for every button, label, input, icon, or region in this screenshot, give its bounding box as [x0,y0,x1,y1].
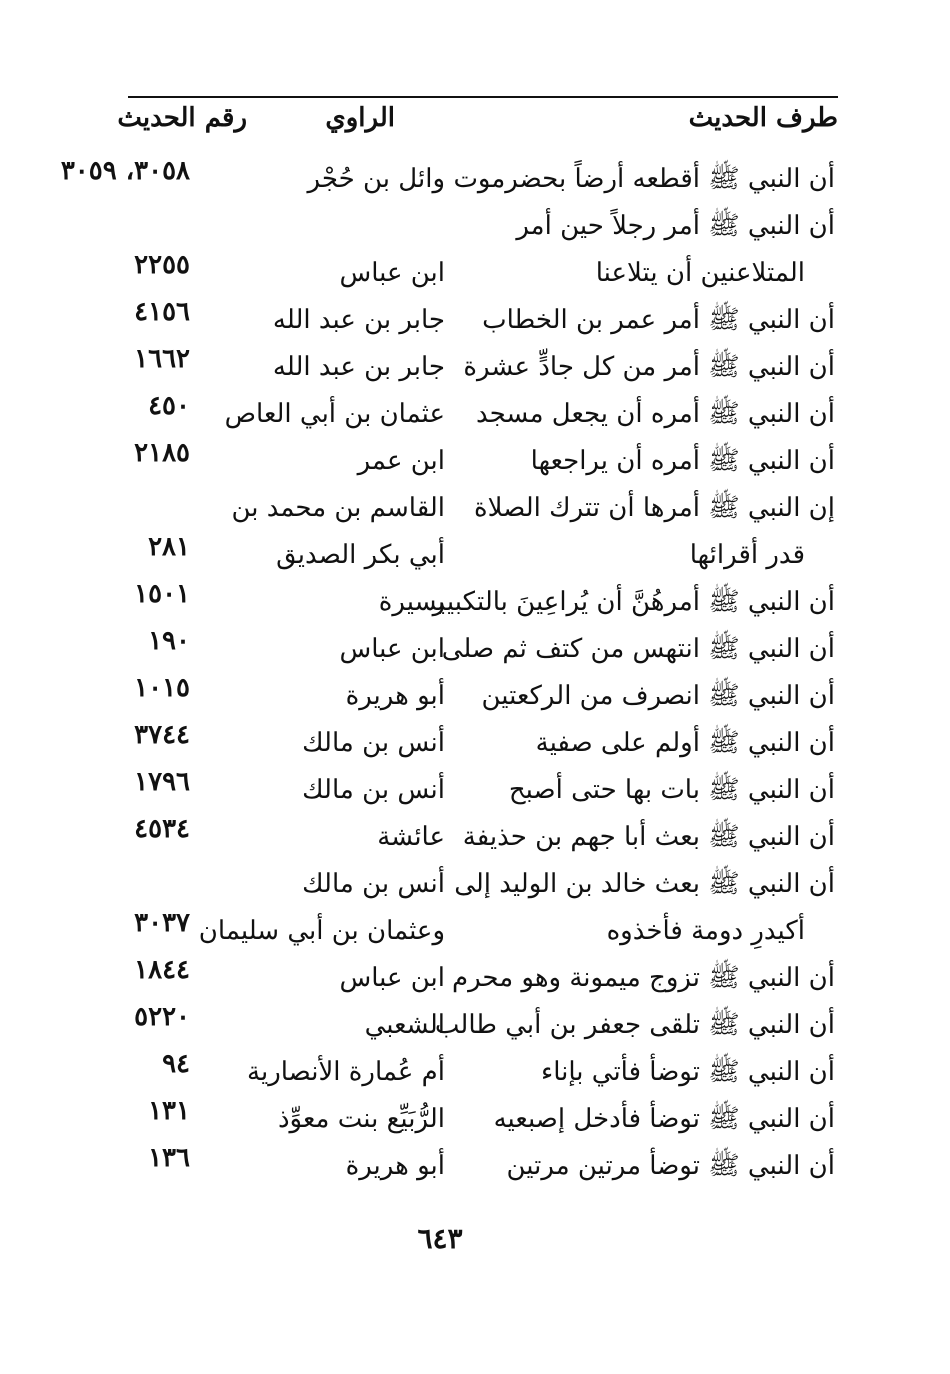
hadith-number: ٤٥٠ [148,391,190,421]
narrator: عثمان بن أبي العاص [224,399,445,429]
hadith-term: أن النبي ﷺ بعث أبا جهم بن حذيفة [462,822,835,852]
narrator: أبو هريرة [345,1151,445,1181]
hadith-term: المتلاعنين أن يتلاعنا [595,258,805,288]
narrator: أم عُمارة الأنصارية [247,1057,445,1087]
narrator: يسيرة [378,587,445,617]
hadith-term: أن النبي ﷺ أمر من كل جادٍّ عشرة [463,352,835,382]
narrator: عائشة [377,822,445,852]
hadith-number [10,853,190,900]
hadith-number: ٣٠٣٧ [134,908,190,938]
hadith-term: أن النبي ﷺ أمره أن يجعل مسجد [475,399,835,429]
hadith-term: أن النبي ﷺ بعث خالد بن الوليد إلى [454,869,835,899]
hadith-number: ١٨٤٤ [134,955,190,985]
index-table [0,156,950,1190]
hadith-term: أن النبي ﷺ أولم على صفية [535,728,835,758]
narrator: الرُّبَيِّع بنت معوِّذ [277,1104,445,1134]
narrator: أبي بكر الصديق [276,540,445,570]
header-hadith-number: رقم الحديث [117,103,247,133]
narrator: أنس بن مالك [302,869,445,899]
hadith-term: أن النبي ﷺ أمرهُنَّ أن يُراعِينَ بالتكبير [432,587,835,617]
hadith-number: ٢٨١ [148,532,190,562]
hadith-number: ١٣١ [148,1096,190,1126]
narrator: القاسم بن محمد بن [231,493,445,523]
table-row [0,1143,950,1190]
hadith-term: قدر أقرائها [689,540,805,570]
narrator [145,203,445,250]
hadith-term: أن النبي ﷺ توضأ فأتي بإناء [540,1057,835,1087]
narrator: ابن عباس [339,634,445,664]
narrator: أبو هريرة [345,681,445,711]
hadith-number: ٩٤ [162,1049,190,1079]
narrator: أنس بن مالك [302,775,445,805]
narrator: ابن عباس [339,963,445,993]
header-hadith-term: طرف الحديث [688,103,838,133]
hadith-number: ١٩٠ [148,626,190,656]
hadith-term: أن النبي ﷺ تلقى جعفر بن أبي طالب [434,1010,835,1040]
hadith-term: أن النبي ﷺ أقطعه أرضاً بحضرموت [453,164,835,194]
hadith-term: أكيدرِ دومة فأخذوه [606,916,805,946]
narrator: جابر بن عبد الله [272,305,445,335]
hadith-term: أن النبي ﷺ انتهس من كتف ثم صلى [441,634,835,664]
page-number: ٦٤٣ [417,1222,463,1255]
narrator: الشعبي [364,1010,445,1040]
hadith-number: ١٧٩٦ [134,767,190,797]
hadith-number: ٢١٨٥ [134,438,190,468]
hadith-number: ١٣٦ [148,1143,190,1173]
hadith-term: أن النبي ﷺ توضأ فأدخل إصبعيه [493,1104,835,1134]
narrator: وعثمان بن أبي سليمان [198,916,445,946]
hadith-number: ٣٠٥٨، ٣٠٥٩ [60,156,190,186]
hadith-term: أن النبي ﷺ توضأ مرتين مرتين [506,1151,835,1181]
hadith-term: أن النبي ﷺ تزوج ميمونة وهو محرم [451,963,835,993]
narrator: ابن عباس [339,258,445,288]
hadith-number [10,195,190,242]
hadith-term: إن النبي ﷺ أمرها أن تترك الصلاة [474,493,835,523]
hadith-number: ١٠١٥ [134,673,190,703]
narrator: أنس بن مالك [302,728,445,758]
hadith-number: ٢٢٥٥ [134,250,190,280]
hadith-term: أن النبي ﷺ أمر عمر بن الخطاب [482,305,835,335]
hadith-number: ٤١٥٦ [134,297,190,327]
hadith-term: أن النبي ﷺ أمره أن يراجعها [530,446,835,476]
narrator: ابن عمر [357,446,445,476]
hadith-term: أن النبي ﷺ أمر رجلاً حين أمر [516,211,835,241]
hadith-number: ١٦٦٢ [134,344,190,374]
hadith-number [10,477,190,524]
hadith-number: ١٥٠١ [134,579,190,609]
hadith-number: ٥٢٢٠ [134,1002,190,1032]
hadith-number: ٣٧٤٤ [134,720,190,750]
header-narrator: الراوي [325,103,395,133]
narrator: وائل بن حُجْر [307,164,445,194]
hadith-term: أن النبي ﷺ بات بها حتى أصبح [508,775,835,805]
hadith-number: ٤٥٣٤ [134,814,190,844]
hadith-term: أن النبي ﷺ انصرف من الركعتين [481,681,835,711]
narrator: جابر بن عبد الله [272,352,445,382]
